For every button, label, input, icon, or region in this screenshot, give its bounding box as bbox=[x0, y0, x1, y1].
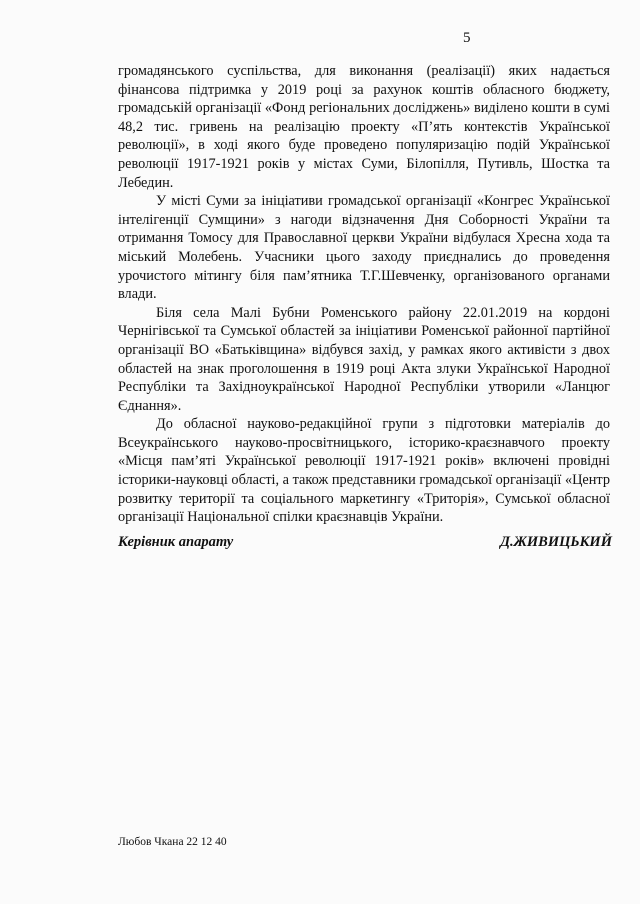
paragraph-sumy-event: У місті Суми за ініціативи громадської організації «Конгрес Української інтелігенції Сумщини» з нагоди відзначення Дня Соборності України та отримання Томосу для Православної церкви України відбулася Хресна хода та міський Молебень. Учасники цього заходу приєднались до проведення урочистого мітингу біля пам’ятника Т.Г.Шевченку, організованого органами влади. bbox=[118, 193, 610, 303]
signature-name: Д.ЖИВИЦЬКИЙ bbox=[500, 534, 612, 550]
paragraph-continuation: громадянського суспільства, для виконання (реалізації) яких надається фінансова підтримка у 2019 році за рахунок коштів обласного бюджету, громадській організації «Фонд регіональних досліджень» виділено кошти в сумі 48,2 тис. гривень на реалізацію проекту «П’ять контекстів Української революції», в ході якого буде проведено популяризацію подій Української революції 1917-1921 років у містах Суми, Білопілля, Путивль, Шостка та Лебедин. bbox=[118, 63, 610, 191]
signature-role: Керівник апарату bbox=[118, 534, 234, 550]
page-number: 5 bbox=[463, 30, 471, 46]
document-body bbox=[118, 62, 610, 527]
paragraph-mali-bubny-event: Біля села Малі Бубни Роменського району 22.01.2019 на кордоні Чернігівської та Сумської областей за ініціативи Роменської районної партійної організації ВО «Батьківщина» відбувся захід, у рамках якого активісти з двох областей на знак проголошення в 1919 році Акта злуки Української Народної Республіки та Західноукраїнської Народної Республіки утворили «Ланцюг Єднання». bbox=[118, 304, 610, 414]
footer-executor-note: Любов Чкана 22 12 40 bbox=[118, 836, 227, 848]
paragraph-working-group: До обласної науково-редакційної групи з підготовки матеріалів до Всеукраїнського науково-просвітницького, історико-краєзнавчого проекту «Місця пам’яті Української революції 1917-1921 років» включені провідні історики-науковці області, а також представники громадської організації «Центр розвитку території та соціального маркетингу «Триторія», Сумської обласної організації Національної спілки краєзнавців України. bbox=[118, 416, 610, 526]
